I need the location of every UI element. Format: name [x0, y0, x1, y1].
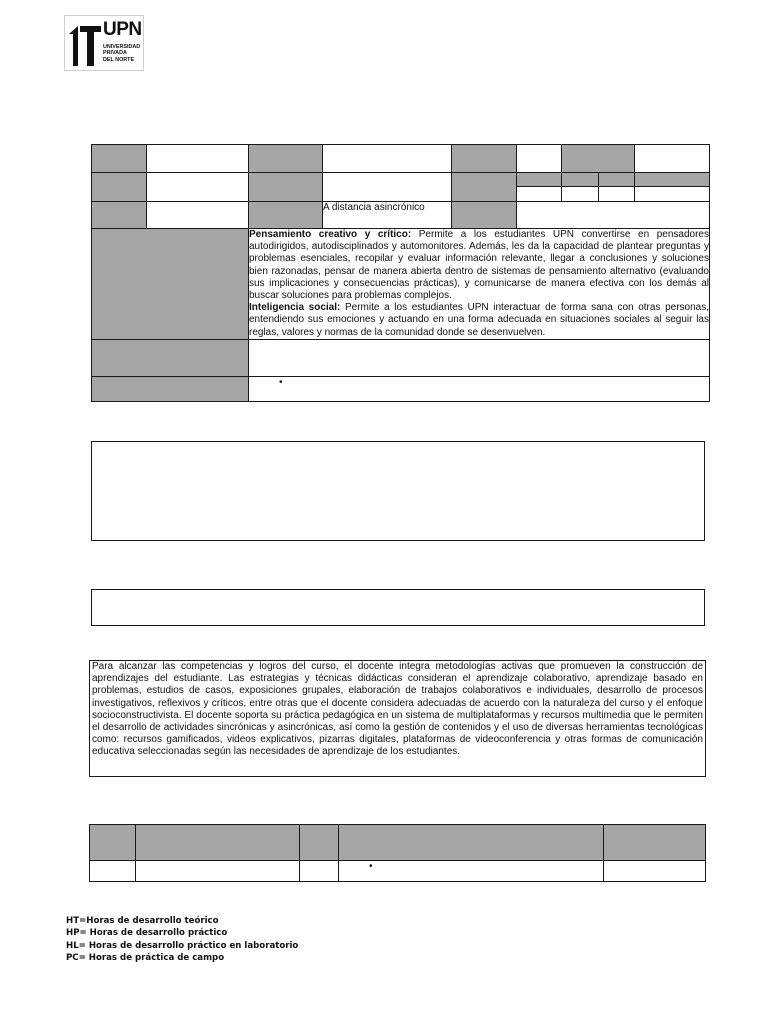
label-cell	[92, 339, 249, 376]
value-cell	[323, 145, 452, 173]
legend-line: HT=Horas de desarrollo teórico	[66, 916, 219, 926]
value-cell	[517, 202, 710, 229]
units-cell	[90, 861, 136, 882]
upn-logo	[64, 15, 144, 71]
logo-brand: UPN	[103, 19, 142, 40]
label-cell	[249, 145, 323, 173]
hours-header-cell	[599, 173, 635, 187]
hours-value-cell	[562, 187, 599, 202]
hours-header-cell	[517, 173, 562, 187]
units-table	[89, 824, 706, 882]
units-cell	[300, 861, 339, 882]
hours-legend	[66, 915, 298, 964]
bullet-mark: •	[369, 861, 373, 872]
bullet-list-cell	[249, 376, 710, 401]
value-cell	[517, 145, 562, 173]
methodology-text: Para alcanzar las competencias y logros del curso, el docente integra metodologías activas que promueven la construcción de aprendizajes del estudiante. Las estrategias y técnicas didácticas consideran el aprendizaje colaborativo, aprendizaje basado en problemas, estudios de casos, exposiciones grupales, elaboración de trabajos colaborativos e individuales, desarrollo de procesos investigativos, reflexivos y críticos, entre otras que el docente considera adecuadas de acuerdo con la naturaleza del curso y el enfoque socioconstructivista. El docente soporta su práctica pedagógica en un sistema de multiplataformas y recursos multimedia que le permiten el desarrollo de actividades sincrónicas y asincrónicas, así como la gestión de contenidos y el uso de diversas herramientas tecnológicas como: recursos gamificados, videos explicativos, pizarras digitales, plataformas de videoconferencia y otras formas de comunicación educativa seleccionadas según las necesidades de aprendizaje de los estudiantes.	[92, 661, 703, 758]
value-cell	[147, 145, 249, 173]
label-cell	[249, 202, 323, 229]
label-cell	[249, 173, 323, 202]
value-cell	[323, 173, 452, 202]
units-header-cell	[136, 825, 300, 861]
legend-line: PC= Horas de práctica de campo	[66, 952, 225, 963]
label-cell	[562, 145, 635, 173]
competency-social-intelligence: Inteligencia social: Permite a los estudiantes UPN interactuar de forma sana con otras personas, entendiendo sus emociones y actuando en una forma adecuada en situaciones sociales al seguir las reglas, valores y normas de la comunidad donde se desenvuelven.	[249, 302, 709, 338]
label-cell	[92, 202, 147, 229]
units-header-cell	[604, 825, 706, 861]
competencies-cell	[249, 229, 710, 340]
hours-value-cell	[599, 187, 635, 202]
units-header-cell	[300, 825, 339, 861]
label-cell	[452, 173, 517, 202]
units-cell	[604, 861, 706, 882]
modality-value: A distancia asincrónico	[323, 202, 452, 229]
units-header-cell	[90, 825, 136, 861]
hours-value-cell	[517, 187, 562, 202]
value-cell	[147, 173, 249, 202]
competencies-label-cell	[92, 229, 249, 340]
empty-section-box	[91, 589, 705, 626]
upn-arrow-icon	[67, 24, 103, 68]
units-cell	[339, 861, 604, 882]
label-cell	[92, 376, 249, 401]
label-cell	[92, 145, 147, 173]
legend-line: HL= Horas de desarrollo práctico en laboratorio	[66, 940, 299, 951]
empty-section-box	[91, 441, 705, 541]
competency-creative-thinking: Pensamiento creativo y crítico: Permite a los estudiantes UPN convertirse en pensadores autodirigidos, autodisciplinados y automonitores. Además, les da la capacidad de plantear preguntas y problemas esenciales, recopilar y evaluar información relevante, llegar a conclusiones y soluciones bien razonadas, pensar de manera abierta dentro de sistemas de pensamiento alternativo (evaluando sus implicaciones y consecuencias prácticas), y comunicarse de manera efectiva con los demás al buscar soluciones para problemas complejos.	[249, 229, 709, 302]
units-header-cell	[339, 825, 604, 861]
value-cell	[249, 339, 710, 376]
legend-line: HP= Horas de desarrollo práctico	[66, 928, 228, 939]
value-cell	[635, 145, 710, 173]
label-cell	[452, 202, 517, 229]
label-cell	[452, 145, 517, 173]
hours-header-cell	[635, 173, 710, 187]
value-cell	[147, 202, 249, 229]
course-info-table	[91, 144, 710, 402]
methodology-box	[89, 660, 706, 777]
bullet-mark: •	[279, 376, 283, 388]
label-cell	[92, 173, 147, 202]
hours-value-cell	[635, 187, 710, 202]
units-cell	[136, 861, 300, 882]
hours-header-cell	[562, 173, 599, 187]
logo-subtitle: UNIVERSIDAD PRIVADA DEL NORTE	[103, 44, 141, 63]
